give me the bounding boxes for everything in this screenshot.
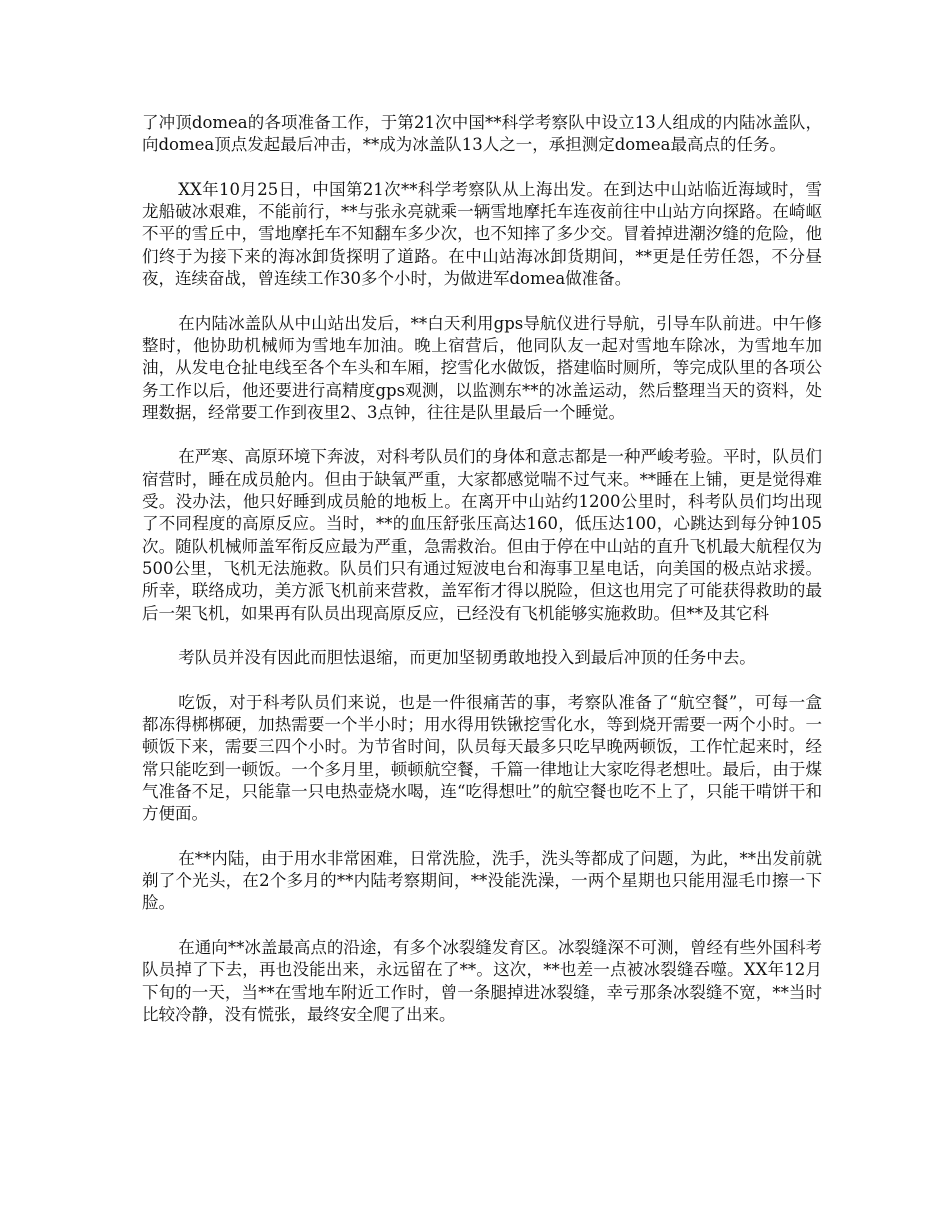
document-body (142, 112, 822, 1048)
paragraph-8: 在通向**冰盖最高点的沿途，有多个冰裂缝发育区。冰裂缝深不可测，曾经有些外国科考队员掉了下去，再也没能出来，永远留在了**。这次，**也差一点被冰裂缝吞噬。XX年12月下旬的一天，当**在雪地车附近工作时，曾一条腿掉进冰裂缝，幸亏那条冰裂缝不宽，**当时比较冷静，没有慌张，最终安全爬了出来。 (142, 937, 822, 1024)
paragraph-1: 了冲顶domea的各项准备工作，于第21次中国**科学考察队中设立13人组成的内陆冰盖队，向domea顶点发起最后冲击，**成为冰盖队13人之一，承担测定domea最高点的任务。 (142, 113, 822, 155)
paragraph-4: 在严寒、高原环境下奔波，对科考队员们的身体和意志都是一种严峻考验。平时，队员们宿营时，睡在成员舱内。但由于缺氧严重，大家都感觉喘不过气来。**睡在上铺，更是觉得难受。没办法，他只好睡到成员舱的地板上。在离开中山站约1200公里时，科考队员们均出现了不同程度的高原反应。当时，**的血压舒张压高达160，低压达100，心跳达到每分钟105次。随队机械师盖军衔反应最为严重，急需救治。但由于停在中山站的直升飞机最大航程仅为500公里，飞机无法施救。队员们只有通过短波电台和海事卫星电话，向美国的极点站求援。所幸，联络成功，美方派飞机前来营救，盖军衔才得以脱险，但这也用完了可能获得救助的最后一架飞机，如果再有队员出现高原反应，已经没有飞机能够实施救助。但**及其它科 (142, 447, 822, 623)
paragraph-3: 在内陆冰盖队从中山站出发后，**白天利用gps导航仪进行导航，引导车队前进。中午修整时，他协助机械师为雪地车加油。晚上宿营后，他同队友一起对雪地车除冰，为雪地车加油，从发电仓扯电线至各个车头和车厢，挖雪化水做饭，搭建临时厕所，等完成队里的各项公务工作以后，他还要进行高精度gps观测，以监测东**的冰盖运动，然后整理当天的资料，处理数据，经常要工作到夜里2、3点钟，往往是队里最后一个睡觉。 (142, 313, 822, 422)
paragraph-5: 考队员并没有因此而胆怯退缩，而更加坚韧勇敢地投入到最后冲顶的任务中去。 (178, 648, 756, 668)
paragraph-7: 在**内陆，由于用水非常困难，日常洗脸，洗手，洗头等都成了问题，为此，**出发前就剃了个光头，在2个多月的**内陆考察期间，**没能洗澡，一两个星期也只能用湿毛巾擦一下脸。 (142, 848, 823, 913)
paragraph-6: 吃饭，对于科考队员们来说，也是一件很痛苦的事，考察队准备了“航空餐”，可每一盒都冻得梆梆硬，加热需要一个半小时；用水得用铁锹挖雪化水，等到烧开需要一两个小时。一顿饭下来，需要三四个小时。为节省时间，队员每天最多只吃早晚两顿饭，工作忙起来时，经常只能吃到一顿饭。一个多月里，顿顿航空餐，千篇一律地让大家吃得老想吐。最后，由于煤气准备不足，只能靠一只电热壶烧水喝，连“吃得想吐”的航空餐也吃不上了，只能干啃饼干和方便面。 (142, 692, 822, 824)
paragraph-2: XX年10月25日，中国第21次**科学考察队从上海出发。在到达中山站临近海域时，雪龙船破冰艰难，不能前行，**与张永亮就乘一辆雪地摩托车连夜前往中山站方向探路。在崎岖不平的雪丘中，雪地摩托车不知翻车多少次，也不知摔了多少交。冒着掉进潮汐缝的危险，他们终于为接下来的海冰卸货探明了道路。在中山站海冰卸货期间，**更是任劳任怨，不分昼夜，连续奋战，曾连续工作30多个小时，为做进军domea做准备。 (142, 179, 822, 289)
